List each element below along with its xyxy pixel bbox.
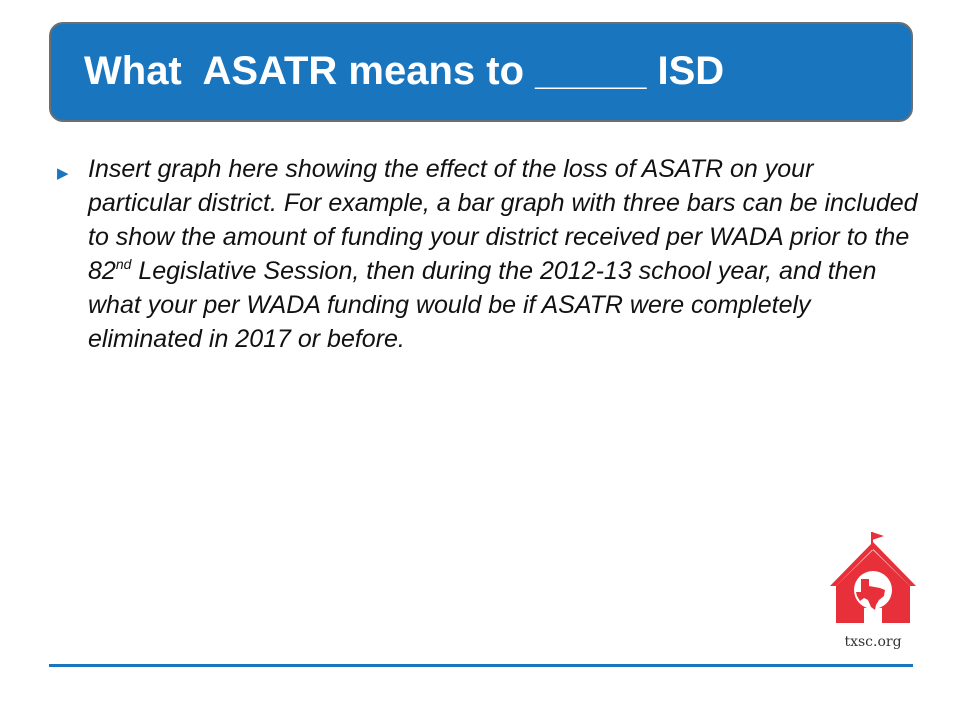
bullet-text-part1: Insert graph here showing the effect of the loss of ASATR on your particular district. For example, a bar graph with three bars can be included to show the amount of funding your district received per WADA prior to the 82 bbox=[88, 155, 918, 285]
ordinal-suffix: nd bbox=[115, 256, 132, 272]
slide-title: What ASATR means to _____ ISD bbox=[84, 49, 725, 93]
bullet-text bbox=[88, 152, 918, 356]
schoolhouse-texas-icon bbox=[826, 528, 920, 652]
triangle-right-icon: ▶ bbox=[57, 165, 69, 182]
logo-text: txsc.org bbox=[844, 634, 902, 650]
footer-divider bbox=[49, 664, 913, 667]
title-bar bbox=[49, 22, 913, 122]
txsc-logo bbox=[826, 528, 920, 652]
bullet-text-part2: Legislative Session, then during the 2012-13 school year, and then what your per WADA funding would be if ASATR were completely eliminated in 2017 or before. bbox=[88, 257, 877, 353]
